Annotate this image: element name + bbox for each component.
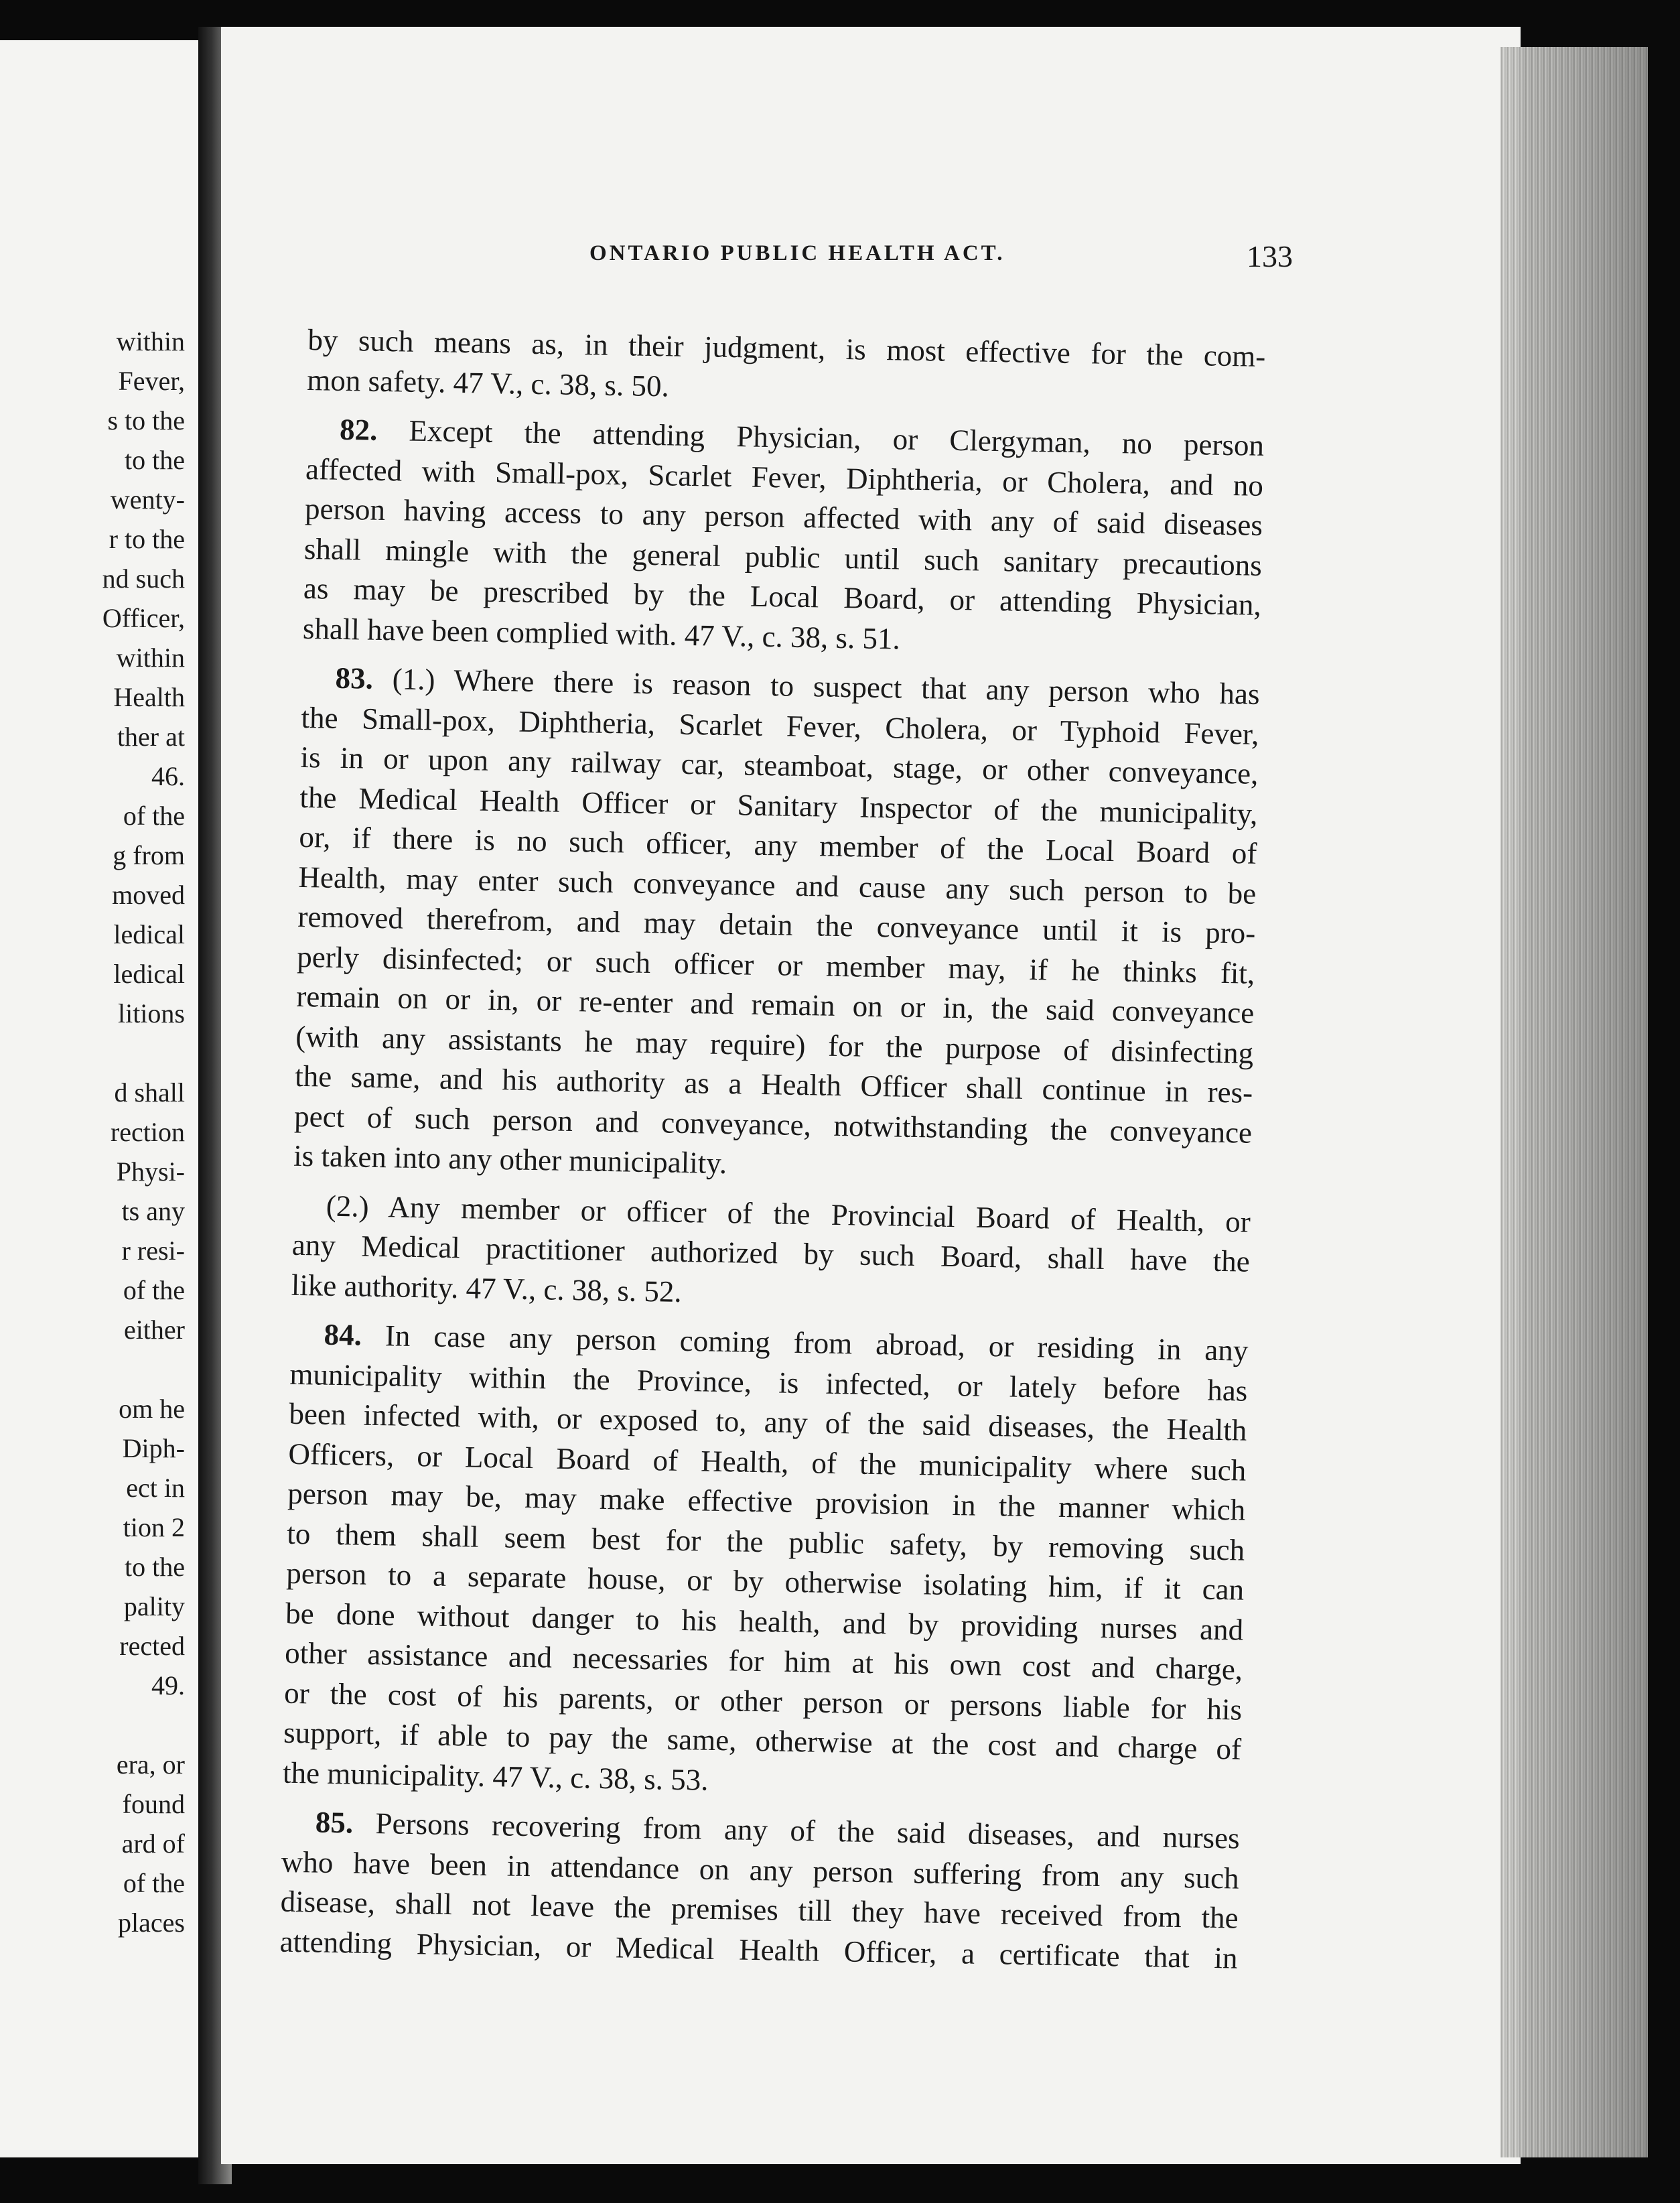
left-page-line: Fever, [118,366,185,396]
left-page-line: nd such [102,563,185,594]
left-page-line: ledical [113,919,185,949]
paragraph [291,1185,1251,1321]
line-text: attending Physician, or Medical Health Officer, a certificate that in [279,1924,1238,1975]
left-page-line: either [123,1315,185,1345]
line-text: is in or upon any railway car, steamboat, stage, or other conveyance, [300,740,1259,791]
paragraph [279,1802,1240,1979]
left-page-line: found [122,1789,185,1819]
left-page-line: places [118,1908,185,1938]
line-text: other assistance and necessaries for him at his own cost and charge, [284,1635,1243,1686]
page-edge-shadow [1500,47,1648,2157]
running-title: ONTARIO PUBLIC HEALTH ACT. [589,241,1005,265]
line-text: remain on or in, or re-enter and remain on or in, the said conveyance [295,979,1255,1030]
left-page-line: r to the [109,524,185,554]
left-page-line: era, or [116,1749,185,1780]
left-page-line: to the [125,1552,185,1582]
left-page-line: d shall [114,1077,185,1108]
line-text: the Medical Health Officer or Sanitary Inspector of the municipality, [299,780,1258,831]
line-text: or, if there is no such officer, any member of the Local Board of [299,819,1257,870]
line-text: mon safety. 47 V., c. 38, s. 50. [307,362,670,403]
section-number: 82. [339,412,378,447]
line-text: disease, shall not leave the premises till they have received from the [280,1884,1239,1935]
left-page-line: litions [117,998,185,1028]
left-page-line: r resi- [121,1236,185,1266]
line-text: Officers, or Local Board of Health, of the municipality where such [288,1437,1247,1487]
line-text: be done without danger to his health, and by providing nurses and [285,1596,1244,1647]
left-page-line: of the [123,1275,185,1305]
left-page-line: pality [123,1591,185,1621]
left-page-line: 49. [151,1670,185,1700]
line-text: been infected with, or exposed to, any of the said diseases, the Health [289,1396,1247,1447]
line-text: municipality within the Province, is infected, or lately before has [289,1357,1248,1408]
line-text: is taken into any other municipality. [293,1138,727,1181]
line-text: support, if able to pay the same, otherwise at the cost and charge of [283,1715,1242,1766]
left-page-line: rection [110,1117,185,1147]
line-text: the Small-pox, Diphtheria, Scarlet Fever, Cholera, or Typhoid Fever, [301,700,1259,751]
left-page-line: 46. [151,761,185,791]
left-page-line: within [116,326,185,356]
section-number: 84. [324,1317,362,1352]
section-number: 85. [315,1805,354,1840]
left-page-line: of the [123,1868,185,1898]
left-page-line: moved [112,880,185,910]
line-text: (2.) Any member or officer of the Provincial Board of Health, or [326,1189,1251,1239]
left-page-line: ts any [121,1196,185,1226]
line-text: like authority. 47 V., c. 38, s. 52. [291,1268,683,1309]
line-text: person to a separate house, or by otherwise isolating him, if it can [285,1556,1245,1607]
left-page-line: Physi- [116,1156,185,1187]
line-text: (1.) Where there is reason to suspect that any person who has [392,662,1260,711]
line-text: person having access to any person affected with any of said diseases [304,491,1263,542]
left-page-line: Officer, [102,603,185,633]
line-text: (with any assistants he may require) for the purpose of disinfecting [295,1019,1254,1070]
line-text: who have been in attendance on any person suffering from any such [281,1845,1240,1895]
left-page-line: Health [113,682,185,712]
line-text: Persons recovering from any of the said diseases, and nurses [375,1806,1241,1855]
left-page-gap [0,1033,185,1073]
line-text: Except the attending Physician, or Clergyman, no person [409,413,1265,462]
left-page-gap [0,1705,185,1745]
line-text: as may be prescribed by the Local Board, or attending Physician, [303,571,1262,622]
left-page-line: g from [113,840,185,870]
left-page-line: om he [119,1394,185,1424]
line-text: In case any person coming from abroad, or residing in any [384,1319,1249,1367]
paragraph [293,658,1260,1193]
left-page-line: ther at [117,722,185,752]
line-text: the municipality. 47 V., c. 38, s. 53. [282,1755,709,1797]
left-page-line: Diph- [122,1433,185,1463]
left-page-gap [0,1349,185,1389]
left-page-line: to the [125,445,185,475]
line-text: by such means as, in their judgment, is most effective for the com- [307,322,1266,373]
left-page-line: tion 2 [123,1512,185,1542]
body-text [279,320,1266,1979]
paragraph [307,320,1266,417]
line-text: to them shall seem best for the public safety, by removing such [286,1516,1245,1567]
page-number: 133 [1247,239,1293,273]
left-page-line: rected [119,1631,185,1661]
line-text: shall mingle with the general public until such sanitary precautions [303,531,1263,582]
line-text: or the cost of his parents, or other person or persons liable for his [283,1676,1243,1727]
left-page-line: ect in [126,1473,185,1503]
line-text: any Medical practitioner authorized by such Board, shall have the [291,1227,1251,1278]
left-page-text [0,322,185,1942]
section-number: 83. [335,661,374,695]
paragraph [302,409,1264,665]
line-text: affected with Small-pox, Scarlet Fever, Diphtheria, or Cholera, and no [305,452,1264,503]
line-text: person may be, may make effective provision in the manner which [287,1476,1246,1527]
left-facing-page [0,40,205,2157]
line-text: perly disinfected; or such officer or member may, if he thinks fit, [296,939,1255,990]
line-text: pect of such person and conveyance, notwithstanding the conveyance [293,1099,1253,1150]
line-text: Health, may enter such conveyance and cause any such person to be [298,860,1257,911]
line-text: removed therefrom, and may detain the conveyance until it is pro- [297,899,1256,950]
left-page-line: within [116,643,185,673]
paragraph [283,1315,1249,1810]
running-head [368,241,1373,281]
left-page-line: of the [123,801,185,831]
left-page-line: ledical [113,959,185,989]
left-page-line: s to the [107,405,185,436]
left-page-line: wenty- [110,484,185,515]
line-text: shall have been complied with. 47 V., c. 38, s. 51. [302,611,901,655]
line-text: the same, and his authority as a Health Officer shall continue in res- [294,1059,1253,1110]
left-page-line: ard of [121,1828,185,1859]
